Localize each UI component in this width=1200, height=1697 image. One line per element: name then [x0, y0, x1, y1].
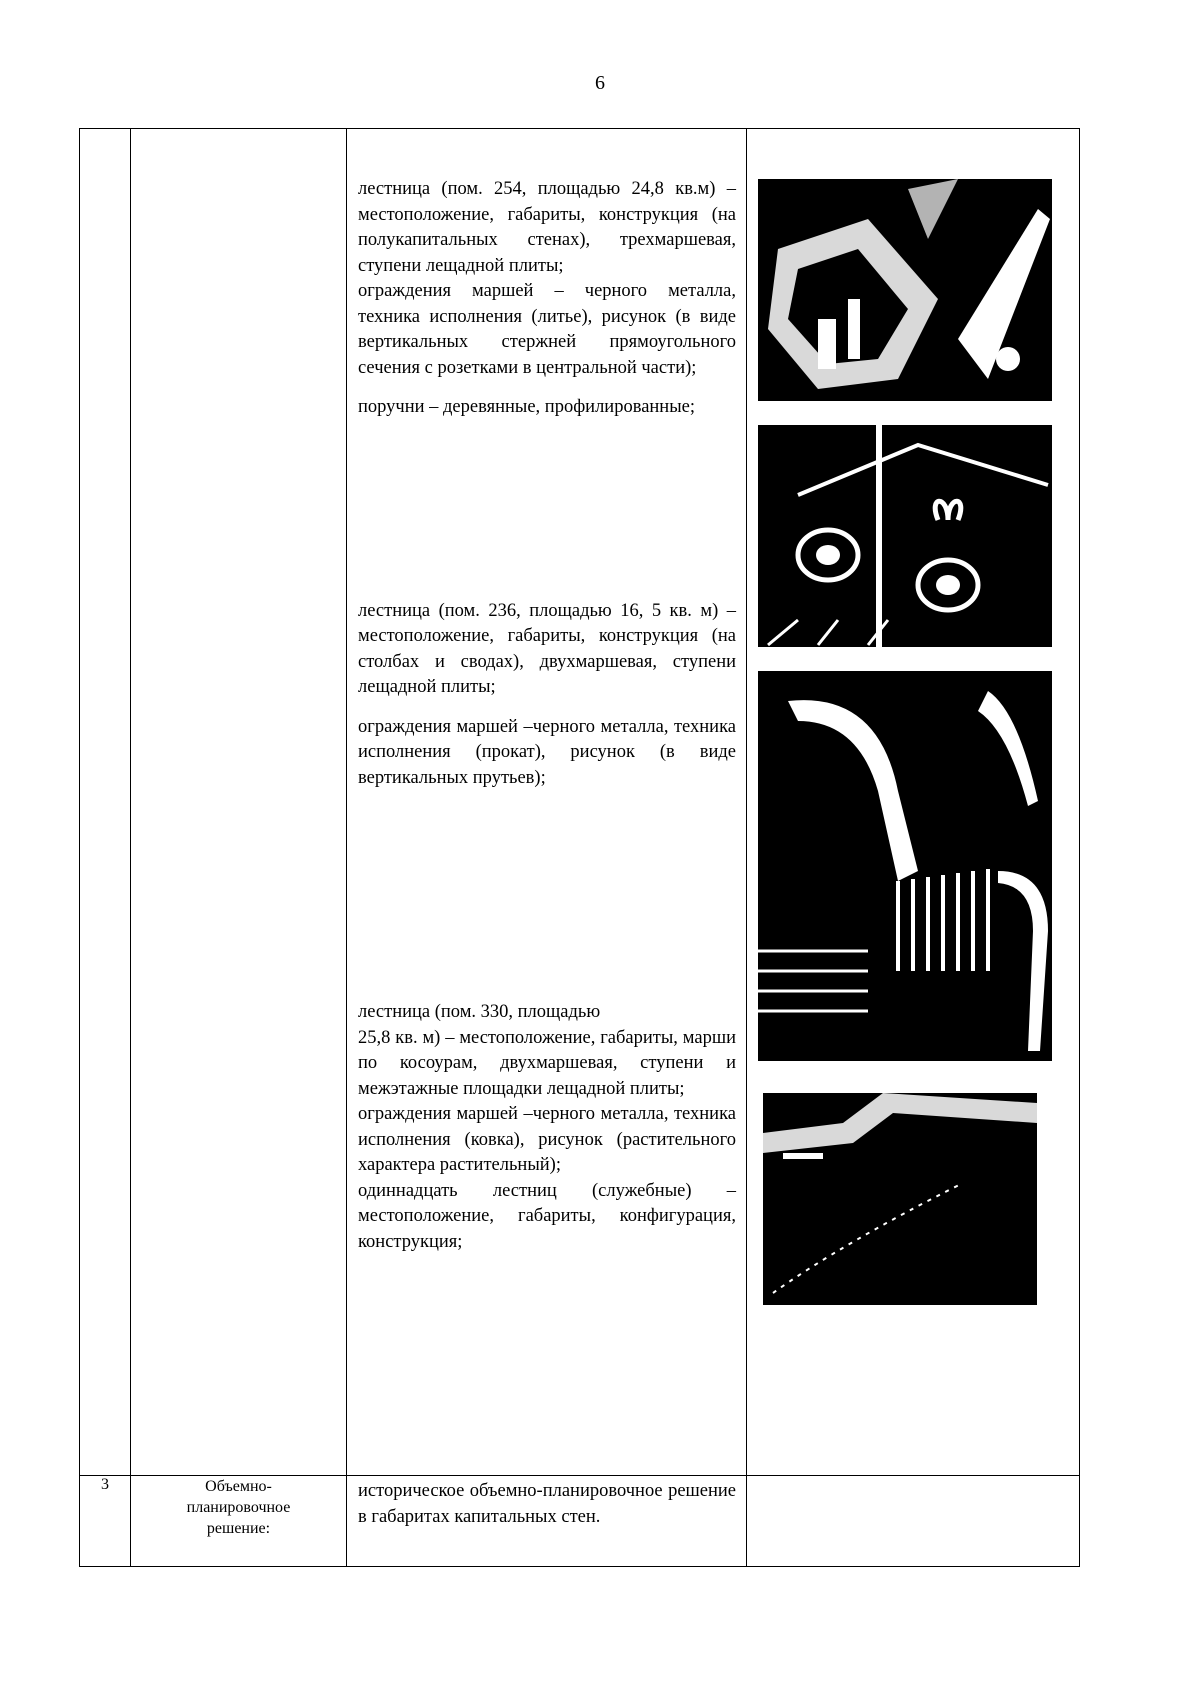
photo-cell: [747, 129, 1080, 1476]
section-title-line: планировочное: [186, 1499, 291, 1516]
section-title-line: Объемно-: [205, 1478, 272, 1495]
service-stairs-text: одиннадцать лестниц (служебные) – местоположение, габариты, конфигурация, конструкция;: [358, 1180, 736, 1252]
staircase-236-railing-text: ограждения маршей –черного металла, техника исполнения (прокат), рисунок (в виде вертикальных прутьев);: [358, 716, 736, 788]
staircase-330-photo: [763, 1093, 1037, 1305]
table-row: [80, 129, 1080, 1476]
table-row: [80, 1476, 1080, 1567]
description-cell: [347, 129, 747, 1476]
row-number-cell: [80, 129, 131, 1476]
protected-features-table: [79, 128, 1080, 1567]
description-cell: [347, 1476, 747, 1567]
photo-cell: [747, 1476, 1080, 1567]
section-title: [131, 1476, 347, 1567]
staircase-254-railing-photo: [758, 425, 1052, 647]
staircase-254-photo: [758, 179, 1052, 401]
staircase-236-text: лестница (пом. 236, площадью 16, 5 кв. м) – местоположение, габариты, конструкция (на столбах и сводах), двухмаршевая, ступени лещадной плиты;: [358, 600, 736, 697]
staircase-330-first-line: лестница (пом. 330, площадью: [358, 1002, 601, 1022]
staircase-254-text: лестница (пом. 254, площадью 24,8 кв.м) – местоположение, габариты, конструкция (на полукапитальных стенах), трехмаршевая, ступени лещадной плиты;: [358, 179, 736, 276]
volume-planning-text: историческое объемно-планировочное решение в габаритах капитальных стен.: [358, 1481, 736, 1527]
section-title-line: решение:: [206, 1520, 271, 1537]
staircase-254-railing-text: ограждения маршей – черного металла, техника исполнения (литье), рисунок (в виде вертикальных стержней прямоугольного сечения с розетками в центральной части);: [358, 281, 736, 378]
row-number: 3: [80, 1476, 131, 1567]
handrail-text: поручни – деревянные, профилированные;: [358, 397, 695, 417]
section-title-cell: [131, 129, 347, 1476]
staircase-330-text: 25,8 кв. м) – местоположение, габариты, марши по косоурам, двухмаршевая, ступени и межэтажные площадки лещадной плиты;: [358, 1027, 736, 1099]
page-number: 6: [595, 72, 605, 94]
staircase-330-railing-text: ограждения маршей –черного металла, техника исполнения (ковка), рисунок (растительного характера растительный);: [358, 1104, 736, 1175]
staircase-236-photo: [758, 671, 1052, 1061]
